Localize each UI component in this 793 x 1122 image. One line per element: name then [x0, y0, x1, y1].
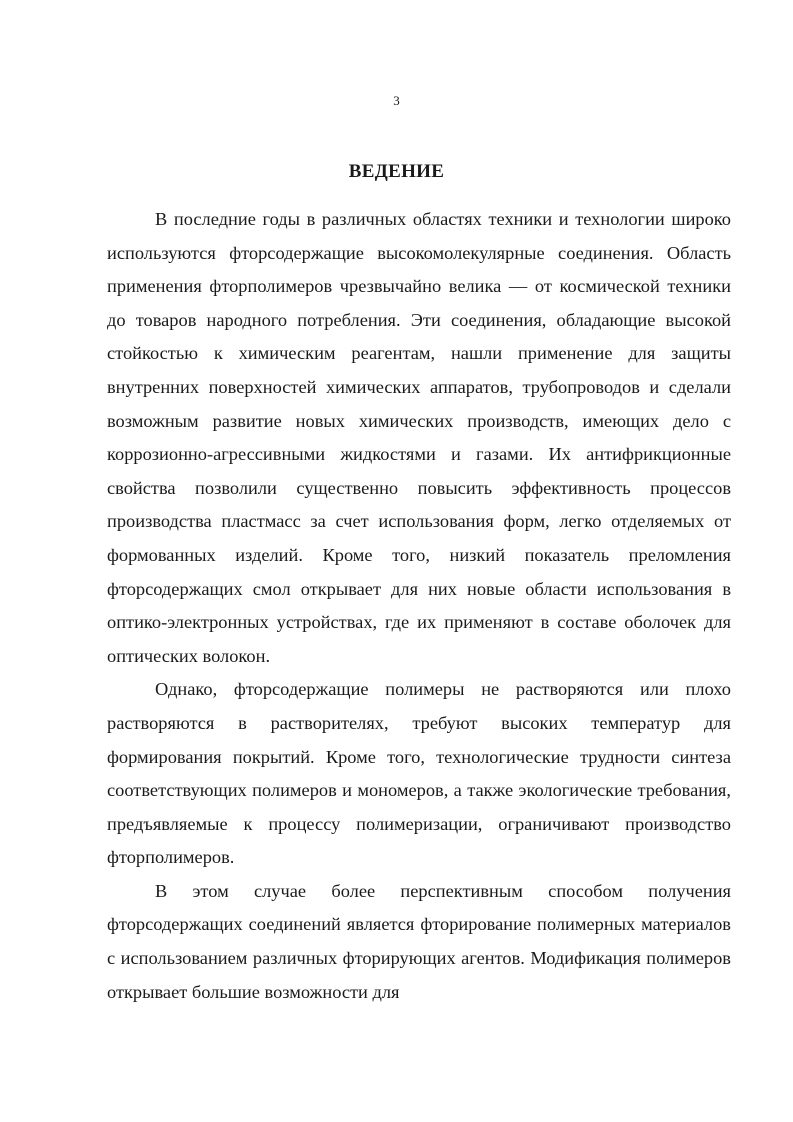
section-heading: ВЕДЕНИЕ: [348, 161, 445, 182]
body-text: [107, 203, 731, 1009]
paragraph: Однако, фторсодержащие полимеры не растворяются или плохо растворяются в растворителях, требуют высоких температур для формирования покрытий. Кроме того, технологические трудности синтеза соответствующих полимеров и мономеров, а также экологические требования, предъявляемые к процессу полимеризации, ограничивают производство фторполимеров.: [107, 679, 731, 868]
paragraph: В последние годы в различных областях техники и технологии широко используются фторсодержащие высокомолекулярные соединения. Область применения фторполимеров чрезвычайно велика — от космической техники до товаров народного потребления. Эти соединения, обладающие высокой стойкостью к химическим реагентам, нашли применение для защиты внутренних поверхностей химических аппаратов, трубопроводов и сделали возможным развитие новых химических производств, имеющих дело с коррозионно-агрессивными жидкостями и газами. Их антифрикционные свойства позволили существенно повысить эффективность процессов производства пластмасс за счет использования форм, легко отделяемых от формованных изделий. Кроме того, низкий показатель преломления фторсодержащих смол открывает для них новые области использования в оптико-электронных устройствах, где их применяют в составе оболочек для оптических волокон.: [107, 209, 731, 666]
page-number: 3: [393, 93, 400, 108]
paragraph: В этом случае более перспективным способом получения фторсодержащих соединений является фторирование полимерных материалов с использованием различных фторирующих агентов. Модификация полимеров открывает большие возможности для: [107, 880, 731, 1002]
